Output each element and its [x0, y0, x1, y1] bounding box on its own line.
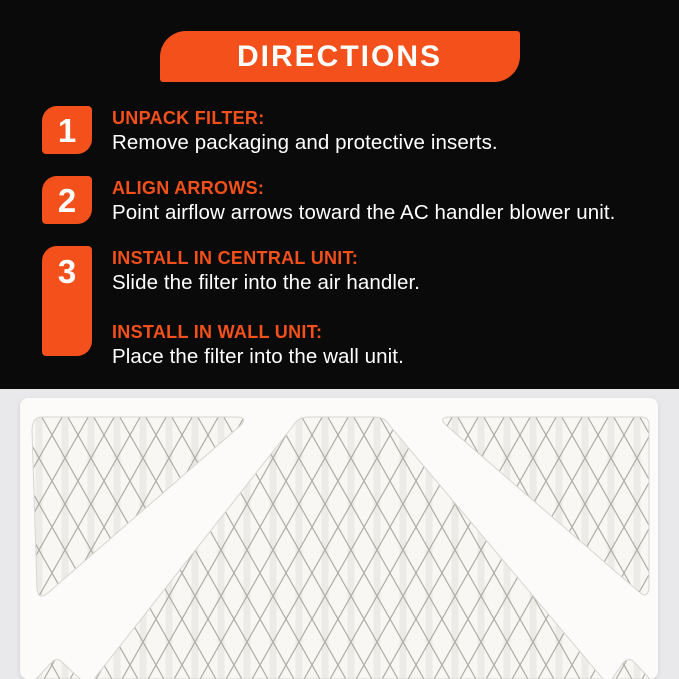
step-2-item	[112, 177, 615, 225]
step-1-body: Remove packaging and protective inserts.	[112, 131, 498, 154]
step-3-number-badge: 3	[42, 246, 92, 356]
step-3-heading-central: INSTALL IN CENTRAL UNIT:	[112, 248, 359, 268]
step-3-body-wall: Place the filter into the wall unit.	[112, 345, 404, 368]
directions-banner	[160, 31, 520, 82]
step-3-body-central: Slide the filter into the air handler.	[112, 271, 421, 294]
step-1-heading: UNPACK FILTER:	[112, 108, 265, 128]
step-2	[42, 176, 679, 225]
step-1	[42, 106, 679, 155]
steps-list	[0, 106, 679, 369]
filter-photo	[0, 389, 679, 679]
step-1-number-badge: 1	[42, 106, 92, 154]
step-1-item	[112, 107, 498, 155]
step-2-number-badge: 2	[42, 176, 92, 224]
step-3	[42, 246, 679, 369]
step-2-body: Point airflow arrows toward the AC handler blower unit.	[112, 201, 616, 224]
page-title: DIRECTIONS	[236, 39, 442, 73]
step-3-heading-wall: INSTALL IN WALL UNIT:	[112, 322, 323, 342]
step-3-item-central	[112, 247, 420, 295]
step-2-heading: ALIGN ARROWS:	[112, 178, 265, 198]
filter-photo-svg	[0, 389, 679, 679]
step-3-item-wall	[112, 321, 420, 369]
